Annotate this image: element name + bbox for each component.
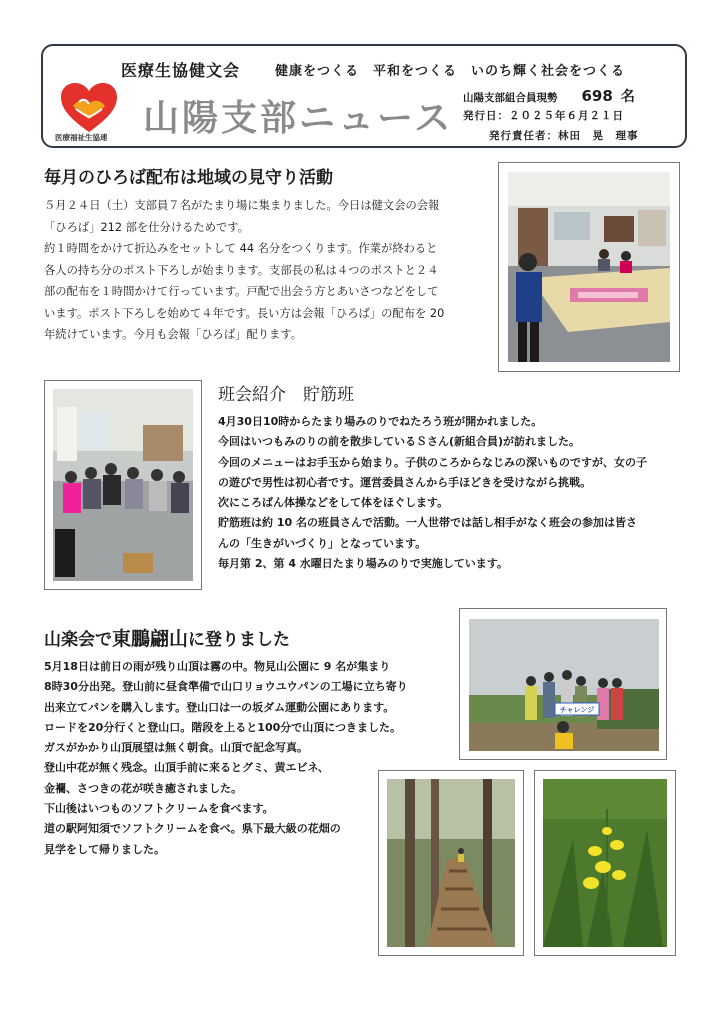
section3-line: ガスがかかり山頂展望は無く朝食。山頂で記念写真。 bbox=[44, 741, 308, 755]
section3-line: 下山後はいつものソフトクリームを食べます。 bbox=[44, 802, 274, 816]
slogan: 健康をつくる 平和をつくる いのち輝く社会をつくる bbox=[275, 64, 626, 79]
yellow-flower-photo bbox=[534, 770, 676, 956]
section1-line: います。ポスト下ろしを始めて４年です。長い方は会報「ひろば」の配布を 20 bbox=[44, 306, 445, 320]
section2-line: 次にころばん体操などをして体をほぐします。 bbox=[218, 496, 449, 510]
section2-line: 毎月第 2、第 4 水曜日たまり場みのりで実施しています。 bbox=[218, 557, 508, 571]
section2-line: 4月30日10時からたまり場みのりでねたろう班が開かれました。 bbox=[218, 415, 543, 428]
member-count-value: 698 bbox=[581, 87, 613, 105]
section1-line: 「ひろば」212 部を仕分けるためです。 bbox=[44, 220, 250, 234]
meeting-room-photo bbox=[498, 162, 680, 372]
section3-line: 金襴、さつきの花が咲き癒されました。 bbox=[44, 781, 242, 795]
mountain-name: 東鵬翩山 bbox=[112, 628, 189, 650]
section2-line: 今回はいつもみのりの前を散歩しているＳさん(新組合員)が訪れました。 bbox=[218, 435, 581, 449]
heart-hands-logo-icon bbox=[59, 82, 119, 134]
masthead bbox=[41, 44, 687, 148]
summit-group-photo bbox=[459, 608, 667, 760]
section3-heading bbox=[44, 624, 290, 651]
member-count-unit: 名 bbox=[620, 89, 635, 105]
section1-line: 年続けています。今月も会報「ひろば」配ります。 bbox=[44, 328, 303, 341]
section3-line: 出来立てパンを購入します。登山口は一の坂ダム運動公園にあります。 bbox=[44, 700, 395, 714]
section3-heading-post: に登りました bbox=[188, 630, 291, 650]
logo-caption: 医療福祉生協連 bbox=[55, 133, 108, 142]
issue-date: 発行日：２０２５年６月２１日 bbox=[463, 110, 624, 122]
section2-body bbox=[218, 412, 647, 574]
section2-line: の遊びで男性は初心者です。運営委員さんから手ほどきを受けながら挑戦。 bbox=[218, 475, 592, 489]
member-count-label: 山陽支部組合員現勢 bbox=[463, 92, 558, 104]
section2-line: んの「生きがいづくり」となっています。 bbox=[218, 536, 427, 550]
organization-name: 医療生協健文会 bbox=[121, 61, 241, 80]
section1-line: 部の配布を１時間かけて行っています。戸配で出会う方とあいさつなどをして bbox=[44, 285, 439, 298]
editor-in-charge: 発行責任者：林田 晃 理事 bbox=[489, 130, 639, 142]
section3-line: 8時30分出発。登山前に昼食準備で山口リョウユウパンの工場に立ち寄り bbox=[44, 680, 408, 694]
challenge-banner: チャレンジ bbox=[559, 706, 595, 714]
section1-body bbox=[44, 195, 444, 346]
section3-line: 道の駅阿知須でソフトクリームを食べ。県下最大級の花畑の bbox=[44, 822, 341, 836]
section1-line: ５月２４日（土）支部員７名がたまり場に集まりました。今日は健文会の会報 bbox=[44, 199, 440, 212]
section1-heading: 毎月のひろば配布は地域の見守り活動 bbox=[44, 168, 333, 188]
section3-body bbox=[44, 657, 408, 860]
exercise-class-photo bbox=[44, 380, 202, 590]
section3-line: 登山中花が無く残念。山頂手前に来るとグミ、黄エビネ、 bbox=[44, 761, 329, 775]
section2-line: 貯筋班は約 10 名の班員さんで活動。一人世帯では話し相手がなく班会の参加は皆さ bbox=[218, 516, 637, 530]
section3-line: 5月18日は前日の雨が残り山頂は霧の中。物見山公園に 9 名が集まり bbox=[44, 660, 391, 673]
member-count bbox=[463, 86, 635, 106]
newsletter-title: 山陽支部ニュース bbox=[143, 98, 454, 139]
section3-heading-pre: 山楽会で bbox=[44, 630, 112, 650]
section1-line: 各人の持ち分のポスト下ろしが始まります。支部長の私は４つのポストと２４ bbox=[44, 263, 439, 277]
section2-line: 今回のメニューはお手玉から始まり。子供のころからなじみの深いものですが、女の子 bbox=[218, 455, 647, 469]
forest-trail-photo bbox=[378, 770, 524, 956]
section3-line: 見学をして帰りました。 bbox=[44, 842, 165, 856]
section3-line: ロードを20分行くと登山口。階段を上ると100分で山頂につきました。 bbox=[44, 720, 402, 734]
section1-line: 約１時間をかけて折込みをセットして 44 名分をつくります。作業が終わると bbox=[44, 242, 438, 255]
section2-heading: 班会紹介 貯筋班 bbox=[218, 385, 354, 405]
